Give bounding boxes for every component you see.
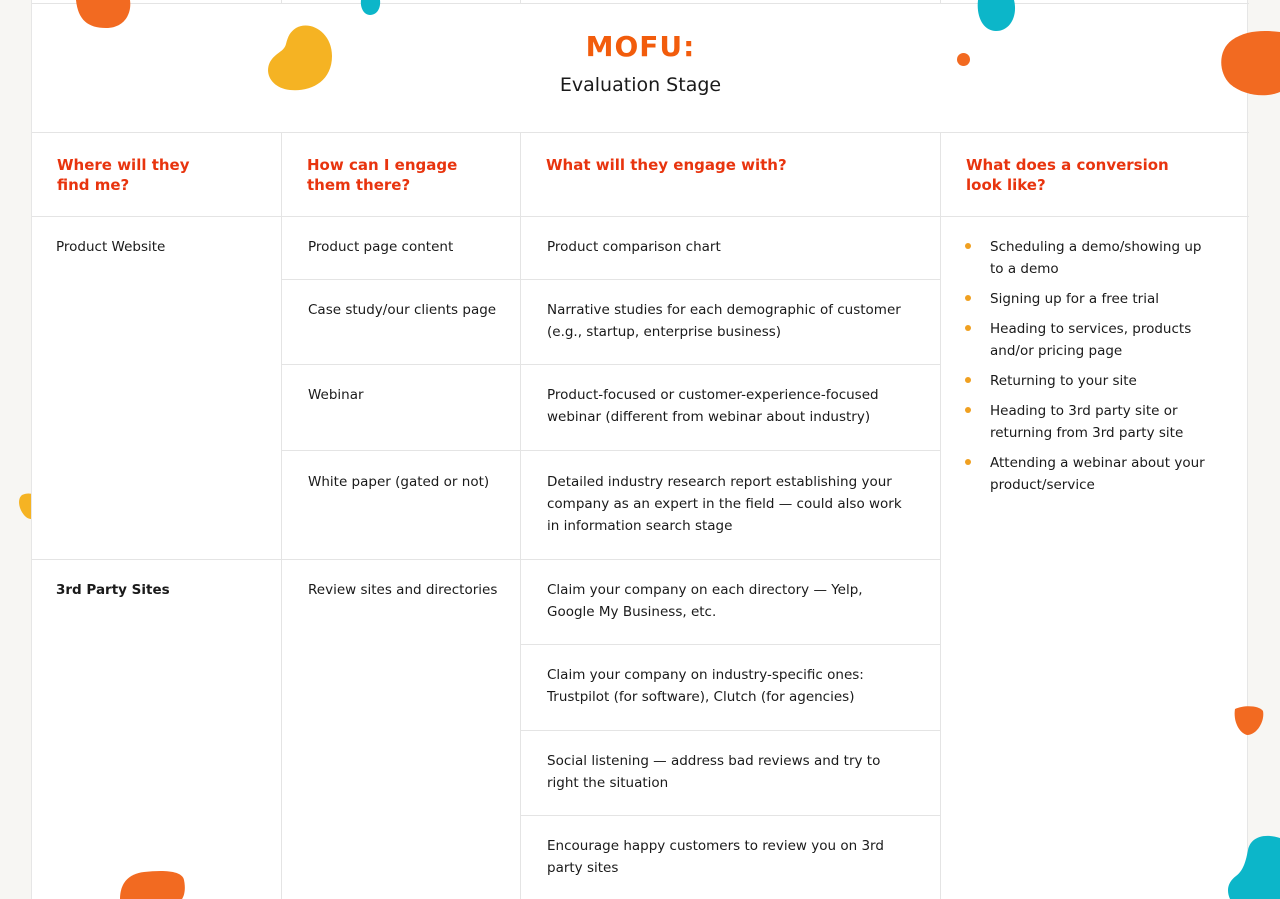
- orange-blob-top-left: [74, 0, 132, 30]
- what-claim-directory: Claim your company on each directory — Yelp, Google My Business, etc.: [547, 582, 863, 620]
- teal-dot-top: [360, 0, 382, 16]
- how-product-page: Product page content: [308, 239, 454, 255]
- stage-title: MOFU:: [585, 30, 696, 63]
- where-3rd-party-sites: 3rd Party Sites: [56, 582, 170, 598]
- mofu-sheet: [31, 0, 1248, 899]
- what-narrative-studies: Narrative studies for each demographic of customer (e.g., startup, enterprise business): [547, 302, 901, 340]
- orange-dot-small: [956, 52, 971, 67]
- list-item: Attending a webinar about your product/service: [965, 452, 1215, 496]
- where-product-website: Product Website: [56, 239, 166, 255]
- column-header-conversion: What does a conversion look like?: [966, 156, 1169, 194]
- how-white-paper: White paper (gated or not): [308, 474, 490, 490]
- list-item: Heading to services, products and/or pricing page: [965, 318, 1215, 362]
- conversion-list: [965, 236, 1215, 504]
- yellow-blob-top: [266, 24, 334, 92]
- how-review-sites: Review sites and directories: [308, 582, 498, 598]
- how-webinar: Webinar: [308, 387, 364, 403]
- what-comparison-chart: Product comparison chart: [547, 239, 721, 255]
- orange-blob-right-edge: [1220, 30, 1280, 96]
- orange-blob-bottom-left: [118, 870, 186, 899]
- column-header-how: How can I engage them there?: [307, 156, 458, 194]
- column-header-where: Where will they find me?: [57, 156, 190, 194]
- teal-blob-bottom-right: [1226, 834, 1280, 899]
- list-item: Scheduling a demo/showing up to a demo: [965, 236, 1215, 280]
- what-research-report: Detailed industry research report establishing your company as an expert in the field — could also work in information search stage: [547, 474, 902, 534]
- list-item: Signing up for a free trial: [965, 288, 1215, 310]
- list-item: Returning to your site: [965, 370, 1215, 392]
- what-product-webinar: Product-focused or customer-experience-focused webinar (different from webinar about industry): [547, 387, 879, 425]
- what-encourage-reviews: Encourage happy customers to review you on 3rd party sites: [547, 838, 884, 876]
- teal-blob-top-right: [976, 0, 1016, 32]
- what-claim-industry: Claim your company on industry-specific ones: Trustpilot (for software), Clutch (for agencies): [547, 667, 864, 705]
- what-social-listening: Social listening — address bad reviews and try to right the situation: [547, 753, 881, 791]
- stage-subtitle: Evaluation Stage: [559, 74, 722, 96]
- orange-blob-right-small: [1233, 705, 1265, 737]
- column-header-what: What will they engage with?: [546, 156, 787, 174]
- list-item: Heading to 3rd party site or returning from 3rd party site: [965, 400, 1215, 444]
- how-case-study: Case study/our clients page: [308, 302, 497, 318]
